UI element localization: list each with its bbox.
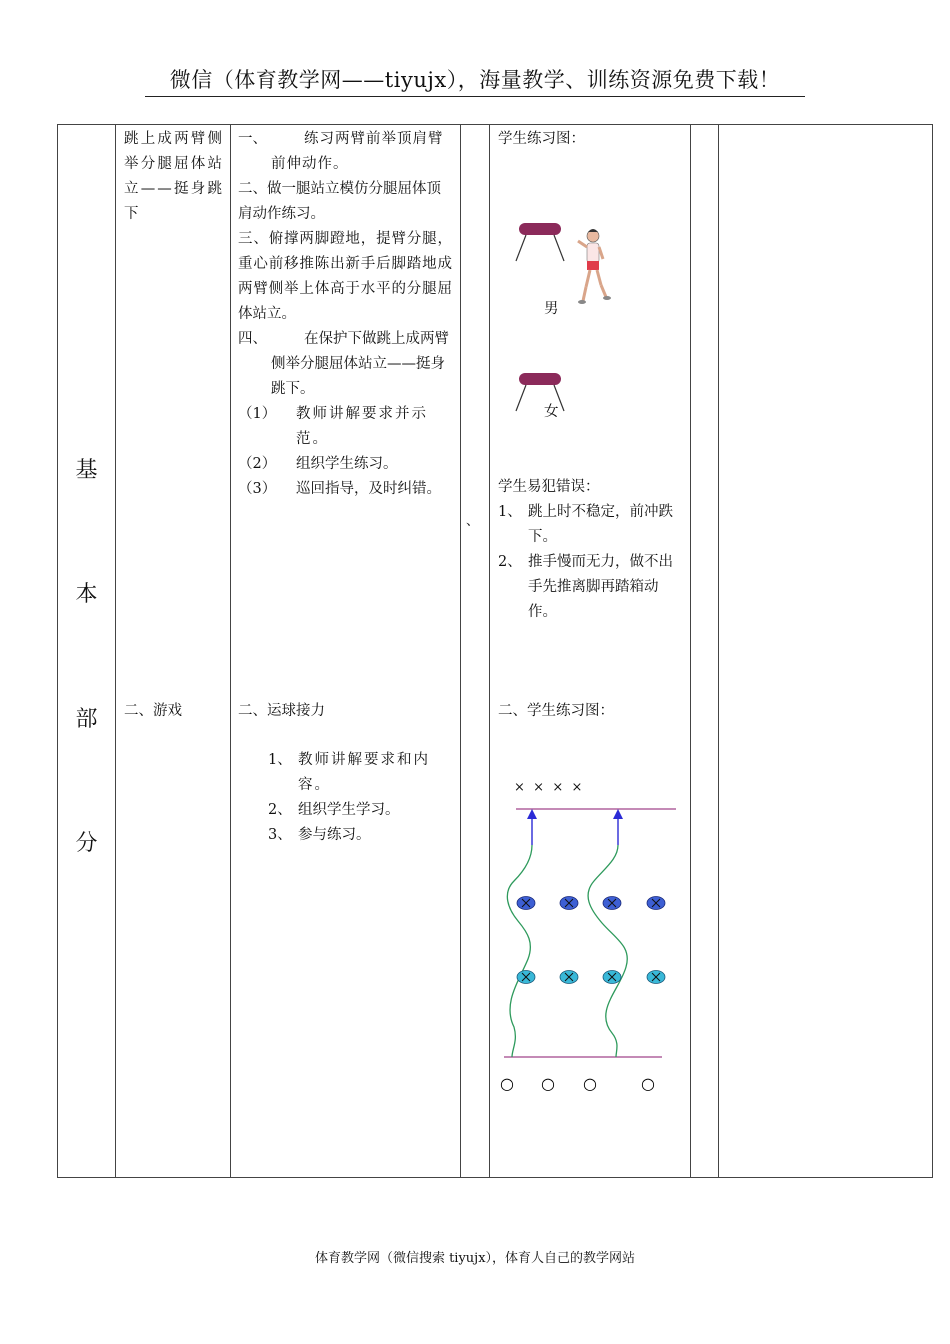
method-substep — [238, 402, 452, 452]
vault-leg — [516, 385, 526, 411]
male-label: 男 — [544, 301, 559, 317]
errors-title: 学生易犯错误： — [498, 479, 600, 495]
section-label-char: 基 — [75, 458, 98, 483]
ball-marker-icon — [647, 971, 665, 984]
relay-diagram — [490, 797, 690, 1097]
ball-marker-icon — [560, 971, 578, 984]
methods-part1 — [238, 127, 452, 502]
method-substep — [238, 748, 452, 798]
ball-marker-icon — [603, 897, 621, 910]
method-step-num: 二、 — [238, 181, 267, 197]
method-substep-text: 参与练习。 — [298, 827, 371, 843]
method-substep-num: 2、 — [268, 802, 292, 818]
ball-marker-icon — [517, 897, 535, 910]
method-step-text: 做一腿站立模仿分腿屈体顶肩动作练习。 — [238, 181, 441, 222]
student-figure-icon — [578, 229, 611, 304]
section-label-char: 分 — [75, 831, 98, 856]
method-step-num: 四、 — [238, 331, 267, 347]
dribble-path — [507, 845, 532, 1057]
student-circle-icon: ○ — [583, 1074, 597, 1093]
student-circles — [500, 1074, 655, 1093]
method-step-text: 在保护下做跳上成两臂侧举分腿屈体站立——挺身跳下。 — [271, 331, 449, 397]
page-footer: 体育教学网（微信搜索 tiyujx），体育人自己的教学网站 — [314, 1251, 636, 1266]
methods-part2 — [238, 699, 452, 848]
ball-marker-icon — [647, 897, 665, 910]
column-divider — [230, 125, 231, 1177]
method-step — [238, 327, 452, 402]
error-num: 2、 — [498, 554, 522, 570]
student-circle-icon: ○ — [500, 1074, 514, 1093]
method-substep-text: 巡回指导，及时纠错。 — [296, 481, 441, 497]
errors-block — [498, 475, 684, 625]
vault-leg — [516, 235, 526, 261]
method-substep-text: 教师讲解要求并示范。 — [296, 406, 428, 447]
student-circle-icon: ○ — [641, 1074, 655, 1093]
narrow-column-mark: 、 — [466, 514, 480, 529]
method-substep-num: 3、 — [268, 827, 292, 843]
section-label-char: 本 — [75, 582, 98, 607]
content-item-vault: 跳上成两臂侧举分腿屈体站立——挺身跳下 — [124, 131, 224, 222]
vault-leg — [554, 235, 564, 261]
ball-marker-icon — [560, 897, 578, 910]
female-label: 女 — [544, 404, 559, 420]
vault-illustration-female — [498, 363, 578, 413]
diagram-title-2: 二、学生练习图： — [498, 703, 614, 719]
method-substep-num: 1、 — [268, 752, 292, 768]
method-substep-text: 教师讲解要求和内容。 — [298, 752, 430, 793]
method-substep-text: 组织学生练习。 — [296, 456, 398, 472]
method-substep — [238, 798, 452, 823]
method-step-text: 练习两臂前举顶肩臂前伸动作。 — [271, 131, 444, 172]
vault-box-male — [519, 223, 561, 235]
method-step-text: 俯撑两脚蹬地，提臂分腿，重心前移推陈出新手后脚踏地成两臂侧举上体高于水平的分腿屈体站立。 — [238, 231, 453, 322]
vault-box-female — [519, 373, 561, 385]
vault-leg — [554, 385, 564, 411]
content-item-game: 二、游戏 — [124, 703, 182, 719]
error-item — [498, 550, 684, 625]
method-step-num: 三、 — [238, 231, 269, 247]
arrow-icon — [613, 809, 623, 845]
ball-marker-icon — [517, 971, 535, 984]
lesson-table — [57, 124, 933, 1178]
page-header: 微信（体育教学网——tiyujx），海量教学、训练资源免费下载！ — [169, 68, 781, 92]
method-substep — [238, 452, 452, 477]
column-divider — [460, 125, 461, 1177]
cone-markers — [517, 897, 665, 984]
arrow-icon — [527, 809, 537, 845]
method-substep-num: （3） — [238, 481, 277, 497]
student-circle-icon: ○ — [541, 1074, 555, 1093]
method-step — [238, 177, 452, 227]
column-divider — [115, 125, 116, 1177]
method-substep-num: （2） — [238, 456, 277, 472]
method-step-num: 一、 — [238, 131, 267, 147]
dribble-path — [588, 845, 627, 1057]
method-step — [238, 127, 452, 177]
error-num: 1、 — [498, 504, 522, 520]
method-step — [238, 227, 452, 327]
error-text: 跳上时不稳定，前冲跌下。 — [528, 504, 673, 545]
column-divider — [718, 125, 719, 1177]
column-divider — [690, 125, 691, 1177]
header-underline — [145, 96, 805, 97]
diagram-title-1: 学生练习图： — [498, 131, 585, 147]
cross-row: × × × × — [514, 780, 583, 795]
method-substep-num: （1） — [238, 406, 277, 422]
error-item — [498, 500, 684, 550]
methods-part2-title: 二、运球接力 — [238, 703, 325, 719]
method-substep-text: 组织学生学习。 — [298, 802, 400, 818]
vault-illustration — [498, 205, 688, 315]
section-label-char: 部 — [75, 707, 98, 732]
error-text: 推手慢而无力，做不出手先推离脚再踏箱动作。 — [528, 554, 673, 620]
method-substep — [238, 477, 452, 502]
ball-marker-icon — [603, 971, 621, 984]
method-substep — [238, 823, 452, 848]
